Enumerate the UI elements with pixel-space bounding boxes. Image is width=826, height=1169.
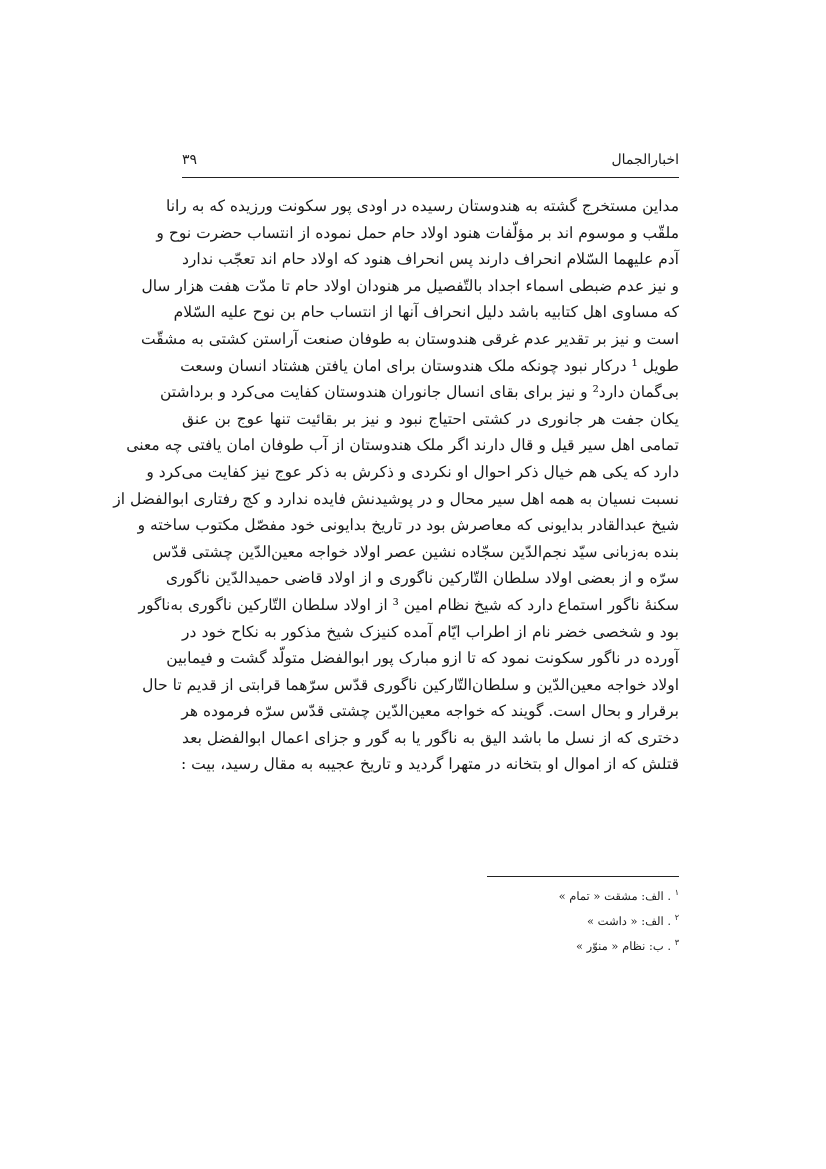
text-line: برقرار و بحال است. گویند که خواجه معین‌الدّین چشتی قدّس سرّه فرموده هر [181, 702, 679, 721]
footnote-marker: ۲ [674, 912, 679, 922]
text-line: مداین مستخرج گشته به هندوستان رسیده در اودی پور سکونت ورزیده که به رانا [165, 197, 679, 215]
text-line: آدم علیهما السّلام انحراف دارند پس انحراف هنود که اولاد حام اند تعجّب ندارد [182, 250, 679, 269]
footnote-item [300, 932, 679, 957]
page-number: ۳۹ [182, 152, 198, 168]
text-line: آورده در ناگور سکونت نمود که تا ازو مبارک پور ابوالفضل متولّد گشت و فیمابین [166, 649, 679, 668]
footnote-marker: ۱ [674, 888, 679, 897]
header-divider [182, 177, 679, 178]
text-line: بود و شخصی خضر نام از اطراب ایّام آمده کنیزک شیخ مذکور به نکاح خود در [182, 622, 679, 641]
text-line: که مساوی اهل کتابیه باشد دلیل انحراف آنها از انتساب حام بن نوح علیه السّلام [173, 303, 679, 322]
text-line-last: قتلش که از اموال او بتخانه در متهرا گردید و تاریخ عجیبه به مقال رسید، بیت : [181, 755, 679, 774]
footnote-text: . ب: نظام « منوّر » [575, 938, 672, 953]
footnote-text: . الف: مشقت « تمام » [558, 888, 672, 903]
text-line: بی‌گمان دارد² و نیز برای بقای انسال جانوران هندوستان کفایت می‌کرد و برداشتن [160, 383, 679, 402]
text-line: یکان جفت هر جانوری در کشتی احتیاج نبود و نیز بر بقائیت تنها عوج بن عنق [182, 409, 679, 428]
footnote-item [300, 882, 679, 907]
text-line: سکنهٔ ناگور استماع دارد که شیخ نظام امین ³ از اولاد سلطان التّارکین ناگوری به‌ناگور [138, 595, 679, 614]
footnote-item [300, 907, 679, 932]
footnote-marker: ۳ [674, 937, 679, 947]
text-line: دارد که یکی هم خیال ذکر احوال او نکردی و ذکرش به ذکر عوج نیز کفایت می‌کرد و [146, 462, 679, 481]
text-line: سرّه و از بعضی اولاد سلطان التّارکین ناگوری و از اولاد قاضی حمیدالدّین ناگوری [165, 569, 679, 588]
footnote-divider [487, 876, 679, 877]
text-line: و نیز عدم ضبطی اسماء اجداد بالتّفصیل مر هنودان اولاد حام تا مدّت هفت هزار سال [141, 276, 679, 295]
text-line: بنده به‌زبانی سیّد نجم‌الدّین سجّاده نشین عصر اولاد خواجه معین‌الدّین چشتی قدّس [152, 542, 679, 561]
text-line: شیخ عبدالقادر بدایونی که معاصرش بود در تاریخ بدایونی خود مفصّل مکتوب ساخته و [137, 516, 679, 535]
body-text [113, 193, 679, 778]
footnotes [300, 882, 679, 956]
text-line: اولاد خواجه معین‌الدّین و سلطان‌التّارکین ناگوری قدّس سرّهما قرابتی از قدیم تا حال [142, 675, 679, 694]
text-line: است و نیز بر تقدیر عدم غرقی هندوستان به طوفان صنعت آراستن کشتی به مشقّت [141, 329, 679, 348]
running-title: اخبارالجمال [611, 152, 679, 168]
text-line: نسبت نسیان به همه اهل سیر محال و در پوشیدنش فایده ندارد و کج رفتاری ابوالفضل از [113, 489, 679, 508]
text-line: تمامی اهل سیر قیل و قال دارند اگر ملک هندوستان از آب طوفان امان یافتی چه معنی [126, 436, 679, 455]
footnote-text: . الف: « داشت » [586, 913, 672, 928]
text-line: دختری که از نسل ما باشد الیق به ناگور یا به گور و جزای اعمال ابوالفضل بعد [182, 728, 679, 747]
text-line: طویل ¹ درکار نبود چونکه ملک هندوستان برای امان یافتن هشتاد انسان وسعت [180, 356, 679, 375]
page-header [182, 150, 679, 174]
text-line: ملقّب و موسوم اند بر مؤلّفات هنود اولاد حام حمل نموده از انتساب حضرت نوح و [156, 223, 679, 242]
